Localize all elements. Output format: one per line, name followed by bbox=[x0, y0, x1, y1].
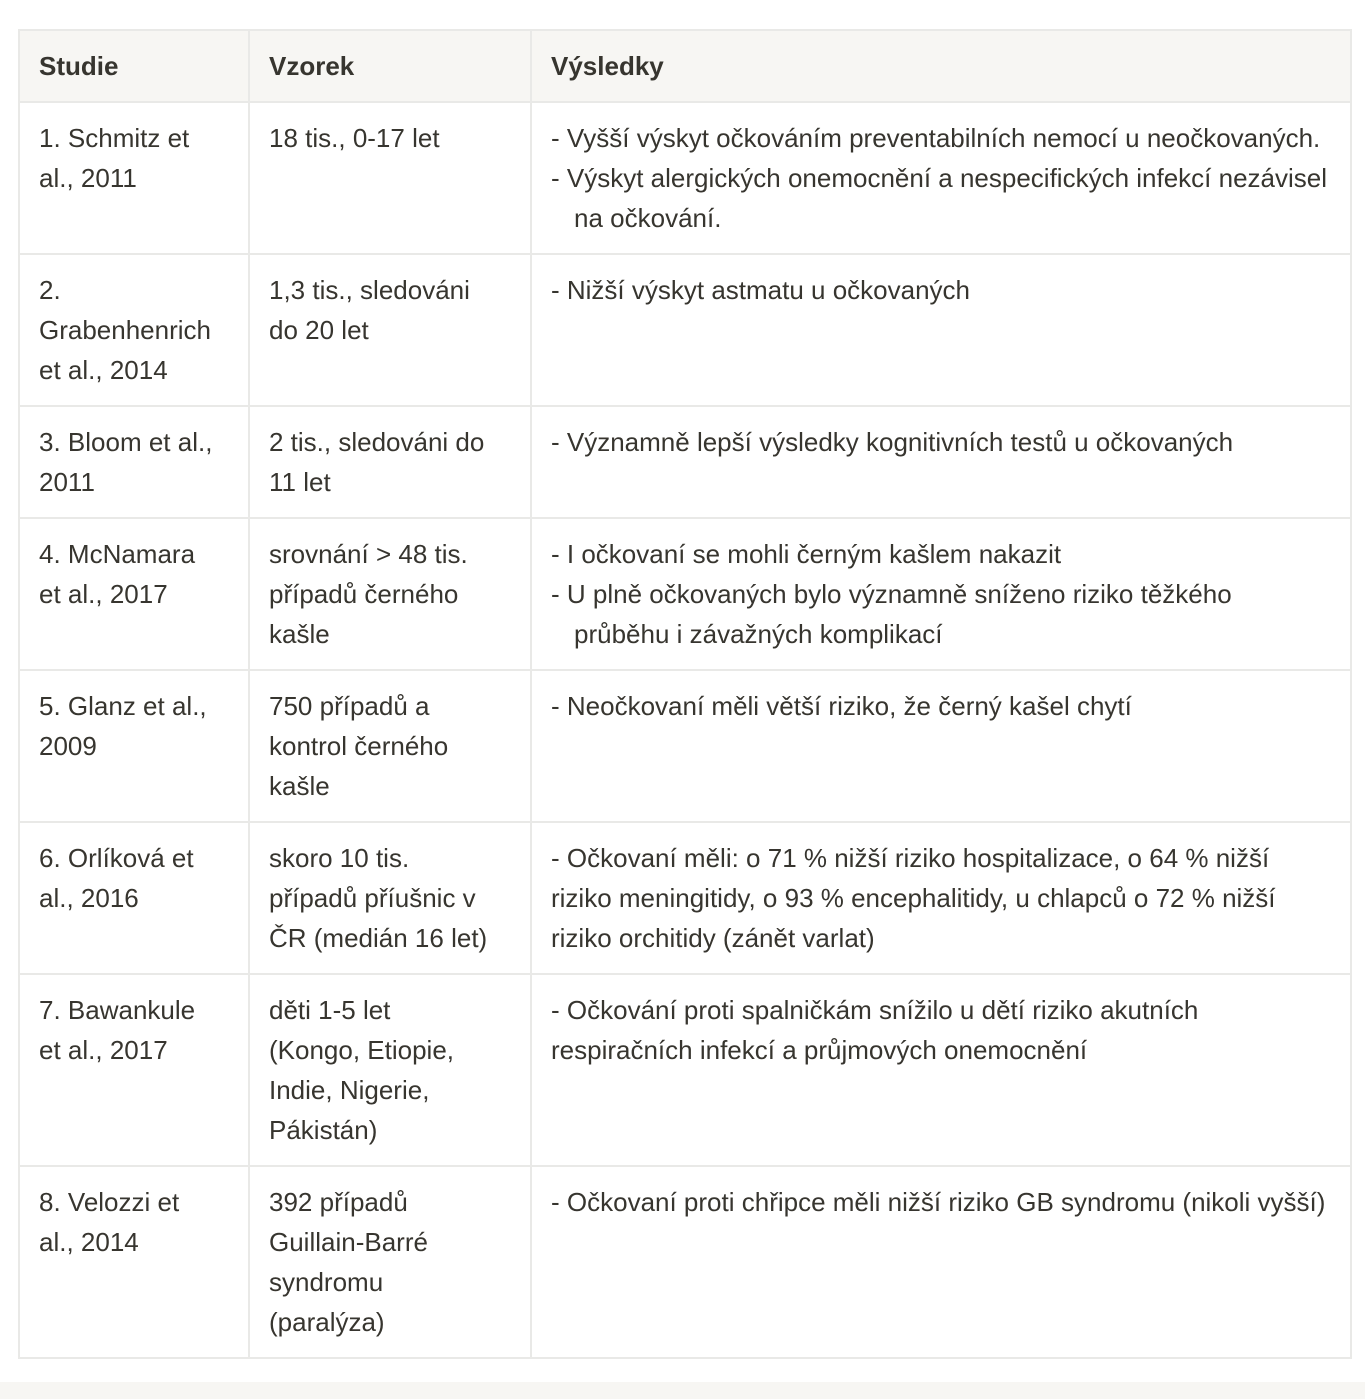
study-cell bbox=[19, 102, 249, 254]
result-item: - Významně lepší výsledky kognitivních testů u očkovaných bbox=[551, 427, 1234, 457]
sample-line: skoro 10 tis. bbox=[269, 843, 410, 873]
sample-line: do 20 let bbox=[269, 315, 369, 345]
sample-line: případů černého bbox=[269, 579, 459, 609]
sample-cell bbox=[249, 406, 531, 518]
results-cell bbox=[531, 822, 1351, 974]
sample-cell bbox=[249, 518, 531, 670]
study-line: 4. McNamara bbox=[39, 539, 196, 569]
sample-line: (Kongo, Etiopie, bbox=[269, 1035, 455, 1065]
study-line: 6. Orlíková et bbox=[39, 843, 194, 873]
sample-line: 11 let bbox=[269, 467, 331, 497]
study-line: al., 2011 bbox=[39, 163, 137, 193]
result-paragraph: - Očkovaní proti chřipce měli nižší riziko GB syndromu (nikoli vyšší) bbox=[551, 1187, 1326, 1217]
sample-line: srovnání > 48 tis. bbox=[269, 539, 468, 569]
study-line: 2. bbox=[39, 275, 61, 305]
table-row bbox=[19, 102, 1351, 254]
result-item: - Neočkovaní měli větší riziko, že černý kašel chytí bbox=[551, 691, 1132, 721]
sample-line: kontrol černého bbox=[269, 731, 449, 761]
study-cell bbox=[19, 254, 249, 406]
results-cell bbox=[531, 518, 1351, 670]
sample-line: (paralýza) bbox=[269, 1307, 385, 1337]
table-row bbox=[19, 670, 1351, 822]
study-line: Grabenhenrich bbox=[39, 315, 211, 345]
results-cell bbox=[531, 254, 1351, 406]
study-cell bbox=[19, 406, 249, 518]
study-cell bbox=[19, 518, 249, 670]
table-row bbox=[19, 406, 1351, 518]
sample-line: Pákistán) bbox=[269, 1115, 378, 1145]
study-line: et al., 2017 bbox=[39, 579, 168, 609]
sample-line: 2 tis., sledováni do bbox=[269, 427, 485, 457]
results-cell bbox=[531, 102, 1351, 254]
sample-cell bbox=[249, 822, 531, 974]
result-paragraph: - Očkování proti spalničkám snížilo u dětí riziko akutních respiračních infekcí a průjmových onemocnění bbox=[551, 995, 1199, 1065]
study-line: et al., 2014 bbox=[39, 355, 168, 385]
result-item: - Nižší výskyt astmatu u očkovaných bbox=[551, 275, 971, 305]
table-row bbox=[19, 254, 1351, 406]
header-studie: Studie bbox=[19, 30, 249, 102]
sample-line: kašle bbox=[269, 619, 330, 649]
result-paragraph: - Očkovaní měli: o 71 % nižší riziko hospitalizace, o 64 % nižší riziko meningitidy, o 93 % encephalitidy, u chlapců o 72 % nižší riziko orchitidy (zánět varlat) bbox=[551, 843, 1276, 953]
table-row bbox=[19, 518, 1351, 670]
study-cell bbox=[19, 1166, 249, 1358]
table-header-row bbox=[19, 30, 1351, 102]
study-line: 7. Bawankule bbox=[39, 995, 196, 1025]
table-row bbox=[19, 974, 1351, 1166]
result-item: - I očkovaní se mohli černým kašlem nakazit bbox=[551, 539, 1062, 569]
header-vzorek: Vzorek bbox=[249, 30, 531, 102]
sample-cell bbox=[249, 1166, 531, 1358]
header-vysledky: Výsledky bbox=[531, 30, 1351, 102]
sample-cell bbox=[249, 974, 531, 1166]
sample-line: syndromu bbox=[269, 1267, 384, 1297]
sample-cell bbox=[249, 102, 531, 254]
result-item: - Vyšší výskyt očkováním preventabilních nemocí u neočkovaných. bbox=[551, 123, 1321, 153]
sample-cell bbox=[249, 670, 531, 822]
sample-line: 392 případů bbox=[269, 1187, 408, 1217]
study-line: 2009 bbox=[39, 731, 97, 761]
study-line: 1. Schmitz et bbox=[39, 123, 190, 153]
sample-line: ČR (medián 16 let) bbox=[269, 923, 488, 953]
results-cell bbox=[531, 406, 1351, 518]
sample-cell bbox=[249, 254, 531, 406]
sample-line: kašle bbox=[269, 771, 330, 801]
studies-table bbox=[18, 29, 1352, 1359]
study-line: al., 2016 bbox=[39, 883, 139, 913]
page-bottom-strip bbox=[0, 1382, 1365, 1399]
study-cell bbox=[19, 822, 249, 974]
sample-line: 1,3 tis., sledováni bbox=[269, 275, 470, 305]
results-cell bbox=[531, 974, 1351, 1166]
study-line: 2011 bbox=[39, 467, 95, 497]
sample-line: Indie, Nigerie, bbox=[269, 1075, 430, 1105]
sample-line: Guillain-Barré bbox=[269, 1227, 428, 1257]
study-line: al., 2014 bbox=[39, 1227, 139, 1257]
sample-line: 750 případů a bbox=[269, 691, 430, 721]
table-row bbox=[19, 1166, 1351, 1358]
results-cell bbox=[531, 670, 1351, 822]
study-line: et al., 2017 bbox=[39, 1035, 168, 1065]
sample-line: případů příušnic v bbox=[269, 883, 476, 913]
study-cell bbox=[19, 670, 249, 822]
result-item: - Výskyt alergických onemocnění a nespecifických infekcí nezávisel na očkování. bbox=[551, 163, 1328, 233]
results-cell bbox=[531, 1166, 1351, 1358]
study-line: 5. Glanz et al., bbox=[39, 691, 207, 721]
sample-line: 18 tis., 0-17 let bbox=[269, 123, 440, 153]
study-cell bbox=[19, 974, 249, 1166]
result-item: - U plně očkovaných bylo významně sníženo riziko těžkého průběhu i závažných komplikací bbox=[551, 579, 1232, 649]
sample-line: děti 1-5 let bbox=[269, 995, 391, 1025]
table-row bbox=[19, 822, 1351, 974]
study-line: 8. Velozzi et bbox=[39, 1187, 180, 1217]
study-line: 3. Bloom et al., bbox=[39, 427, 213, 457]
